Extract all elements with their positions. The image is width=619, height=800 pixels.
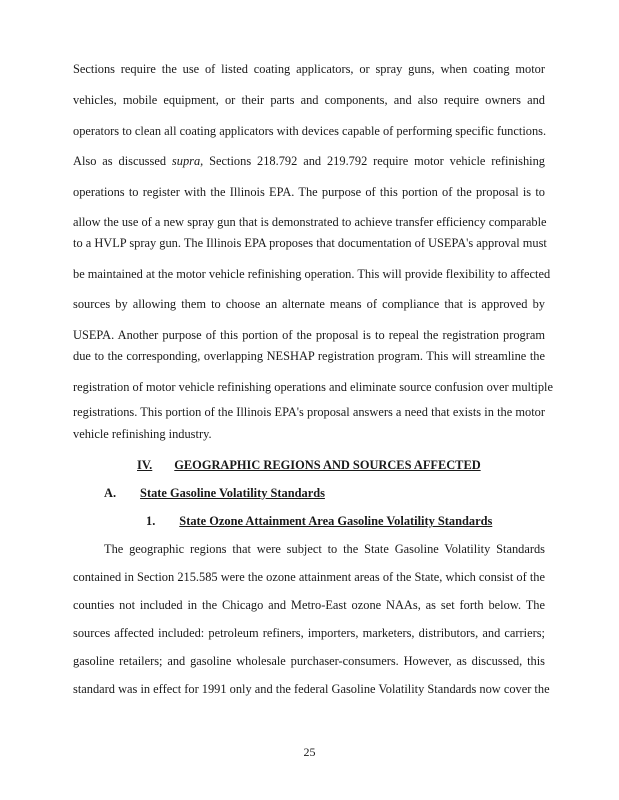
subsection-number: A.: [104, 486, 117, 500]
text-line: standard was in effect for 1991 only and the federal Gasoline Volatility Standards now cover the: [73, 682, 550, 696]
section-number: IV.: [137, 458, 153, 472]
text-line: to a HVLP spray gun. The Illinois EPA proposes that documentation of USEPA's approval must: [73, 236, 547, 250]
text-line: registration of motor vehicle refinishing operations and eliminate source confusion over multiple: [73, 380, 554, 394]
text-line: counties not included in the Chicago and Metro-East ozone NAAs, as set forth below. The: [73, 598, 545, 612]
text-line: USEPA. Another purpose of this portion of the proposal is to repeal the registration program: [73, 328, 545, 342]
page-number: 25: [303, 745, 316, 759]
subsection-title: State Gasoline Volatility Standards: [140, 486, 325, 500]
text-line: allow the use of a new spray gun that is demonstrated to achieve transfer efficiency comparable: [73, 215, 547, 229]
text-line: be maintained at the motor vehicle refinishing operation. This will provide flexibility to affected: [73, 267, 551, 281]
text-line: operators to clean all coating applicators with devices capable of performing specific functions.: [73, 124, 547, 138]
italic-term: supra: [171, 154, 201, 168]
section-heading: [137, 457, 481, 473]
text-line: The geographic regions that were subject to the State Gasoline Volatility Standards: [104, 542, 545, 556]
text-line: Sections require the use of listed coating applicators, or spray guns, when coating motor: [73, 62, 545, 76]
text-line: Also as discussed supra, Sections 218.792 and 219.792 require motor vehicle refinishing: [73, 154, 545, 168]
text-line: registrations. This portion of the Illinois EPA's proposal answers a need that exists in the motor: [73, 405, 545, 419]
text-line: vehicles, mobile equipment, or their parts and components, and also require owners and: [73, 93, 545, 107]
text-line: due to the corresponding, overlapping NESHAP registration program. This will streamline the: [73, 349, 545, 363]
text-line: gasoline retailers; and gasoline wholesale purchaser-consumers. However, as discussed, this: [73, 654, 545, 668]
subsection-a-heading: [104, 485, 325, 501]
text-line: sources by allowing them to choose an alternate means of compliance that is approved by: [73, 297, 545, 311]
text-line: vehicle refinishing industry.: [73, 427, 212, 441]
subsection-title: State Ozone Attainment Area Gasoline Volatility Standards: [179, 514, 493, 528]
subsection-number: 1.: [146, 514, 156, 528]
subsection-1-heading: [146, 513, 492, 529]
section-title: GEOGRAPHIC REGIONS AND SOURCES AFFECTED: [174, 458, 481, 472]
text-line: contained in Section 215.585 were the ozone attainment areas of the State, which consist of the: [73, 570, 545, 584]
text-line: sources affected included: petroleum refiners, importers, marketers, distributors, and carriers;: [73, 626, 545, 640]
text-line: operations to register with the Illinois EPA. The purpose of this portion of the proposal is to: [73, 185, 545, 199]
